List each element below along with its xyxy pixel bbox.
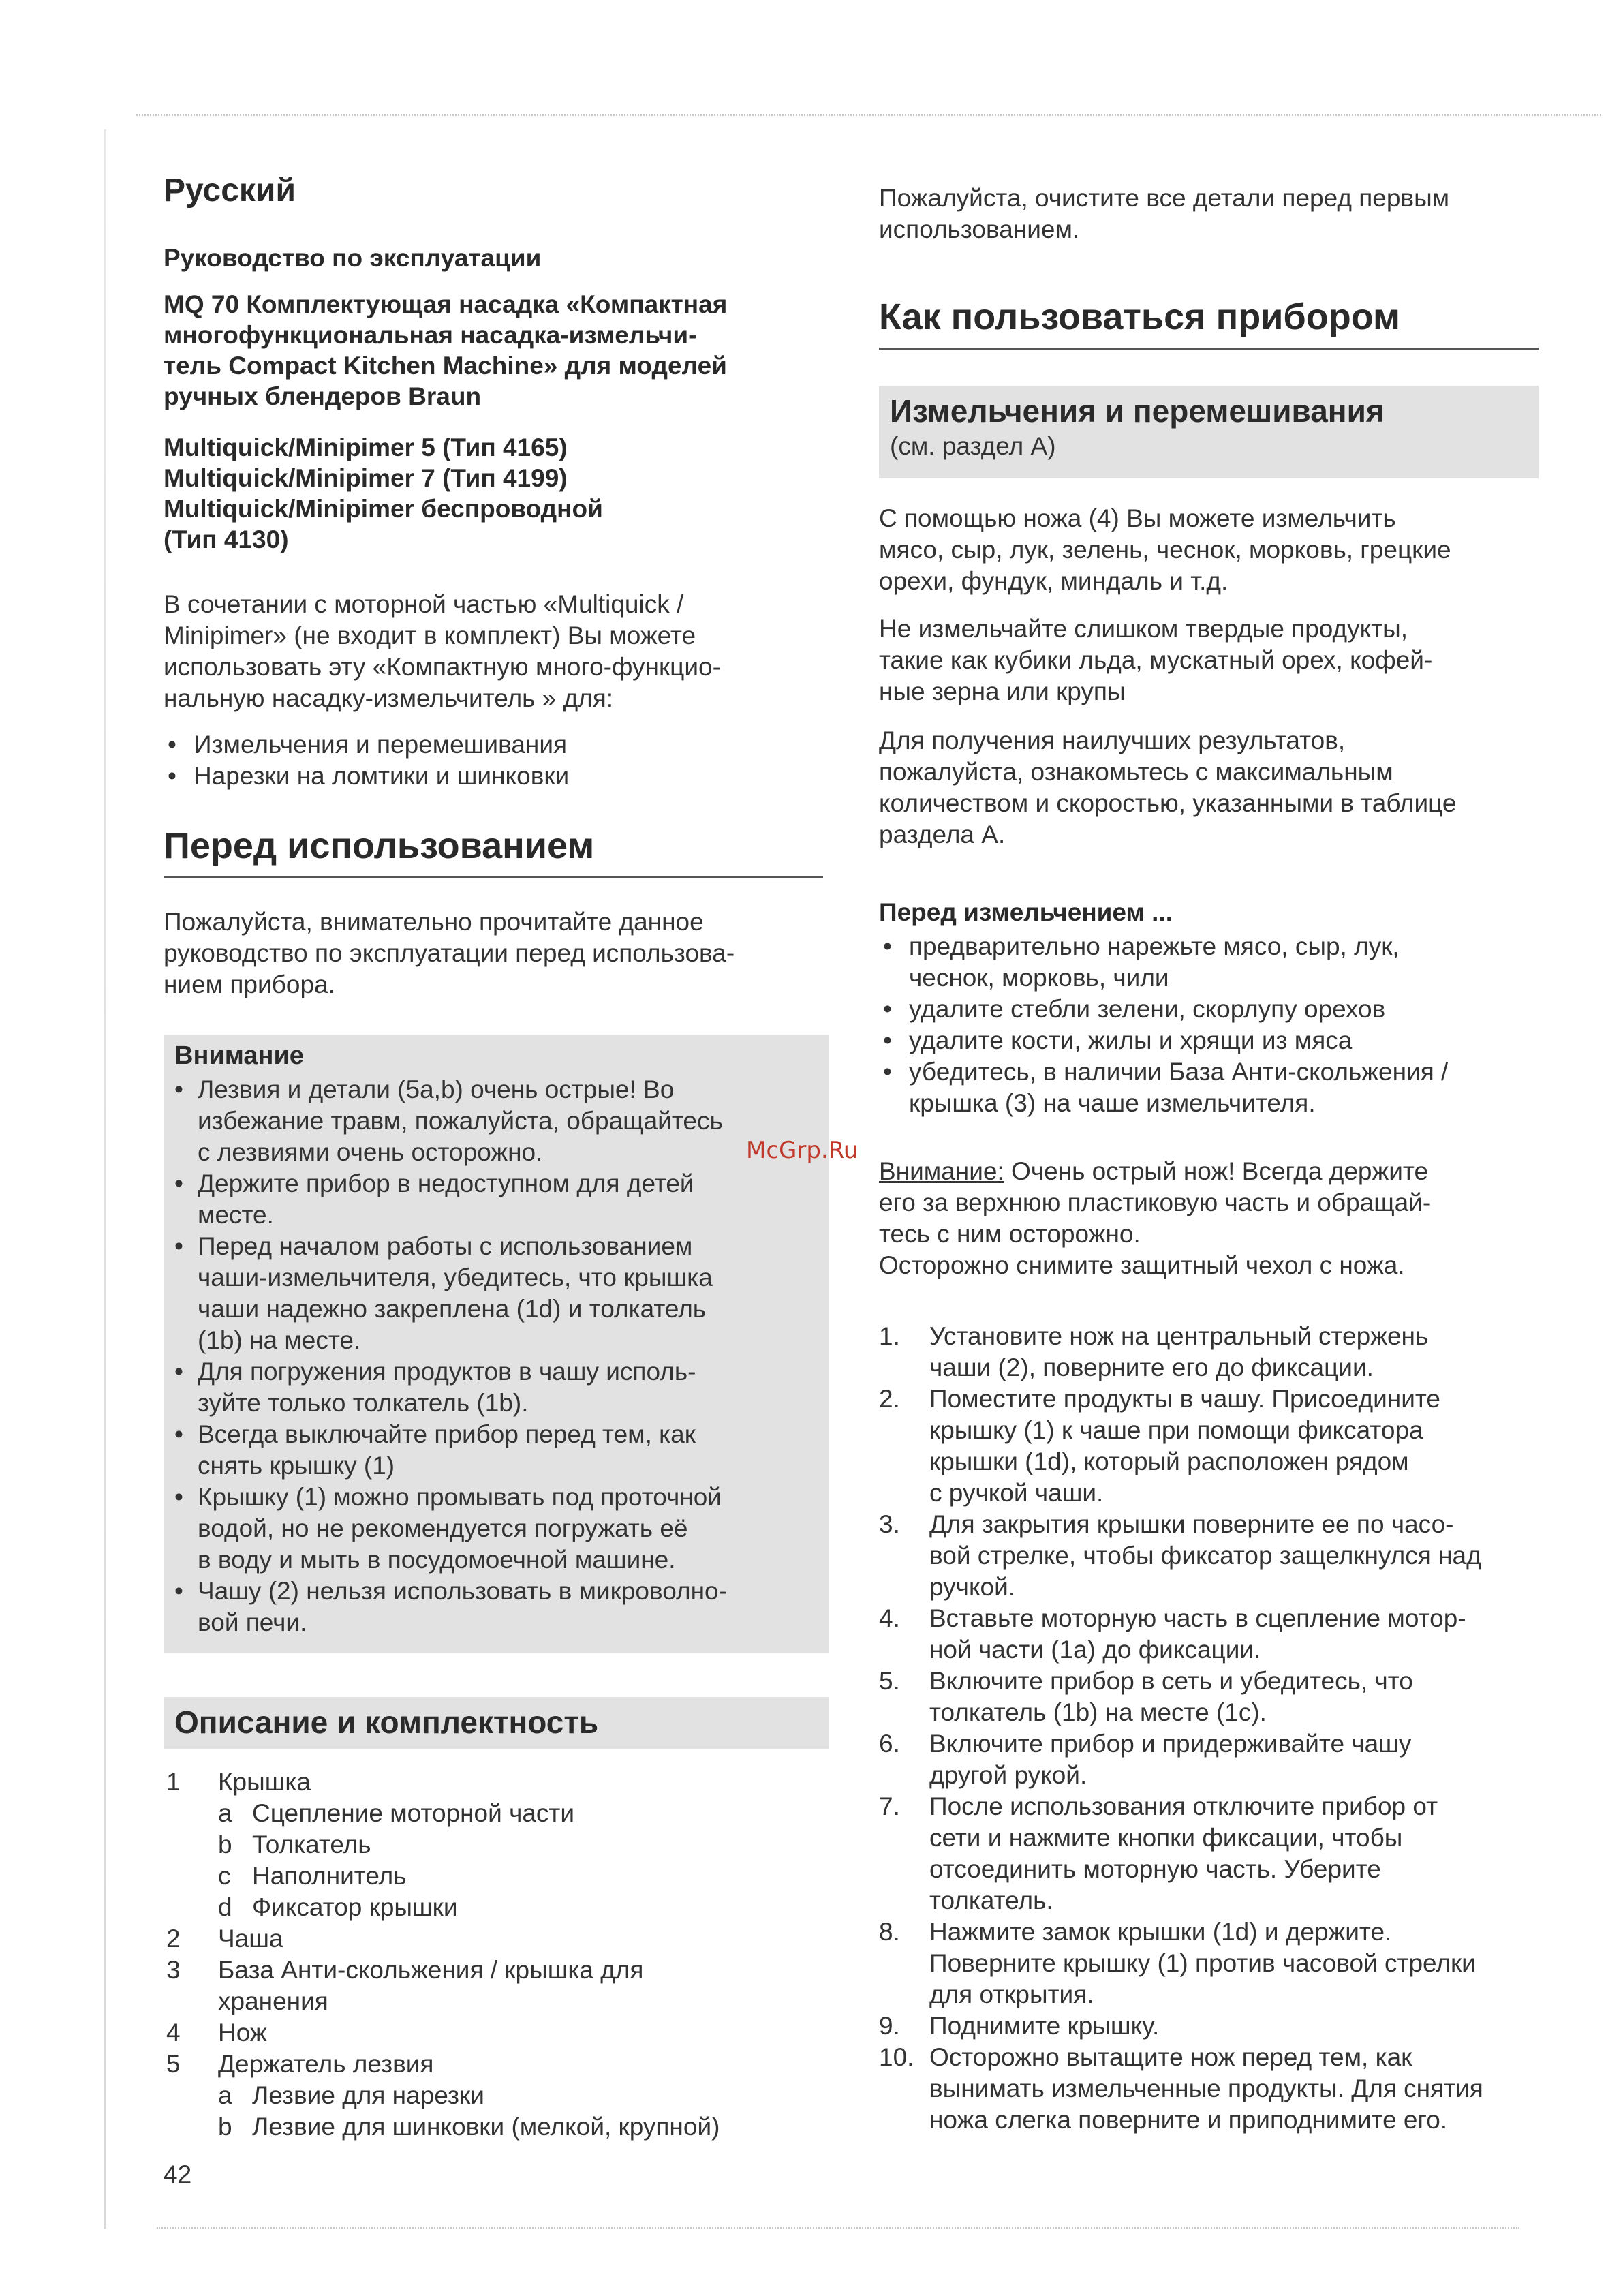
before-use-line: руководство по эксплуатации перед использова- (164, 939, 735, 967)
list-item (879, 1728, 1543, 1791)
product-title-line: многофункциональная насадка-измельчи- (164, 321, 697, 349)
warning-line: • Крышку (1) можно промывать под проточной (198, 1483, 722, 1511)
hard-products-paragraph (879, 613, 1432, 707)
warning-line: с лезвиями очень осторожно. (198, 1138, 543, 1166)
step-line: Нажмите замок крышки (1d) и держите. (929, 1918, 1392, 1946)
usage-line: орехи, фундук, миндаль и т.д. (879, 567, 1228, 595)
warning-line: избежание травм, пожалуйста, обращайтесь (198, 1107, 723, 1135)
intro-paragraph (164, 589, 721, 714)
list-item (879, 1056, 1448, 1119)
step-line: Для закрытия крышки поверните ее по часо- (929, 1510, 1454, 1538)
product-title-line: ручных блендеров Braun (164, 382, 482, 410)
watermark: McGrp.Ru (746, 1137, 859, 1164)
product-title-line: тель Compact Kitchen Machine» для моделей (164, 352, 727, 380)
usage-line: раздела А. (879, 821, 1006, 848)
usage-line: такие как кубики льда, мускатный орех, кофей- (879, 646, 1433, 674)
before-chop-line: • убедитесь, в наличии База Анти-скольжения / (909, 1058, 1449, 1086)
step-line: ножа слегка поверните и приподнимите его. (929, 2106, 1448, 2134)
list-item (166, 1892, 827, 1923)
step-line: Включите прибор в сеть и убедитесь, что (929, 1667, 1413, 1695)
part-letter: d (218, 1893, 232, 1921)
warning-title: Внимание (174, 1041, 304, 1070)
usage-line: количеством и скоростью, указанными в таблице (879, 789, 1457, 817)
warning-line: • Держите прибор в недоступном для детей (198, 1169, 694, 1197)
list-item (879, 2010, 1543, 2042)
warning-line: месте. (198, 1201, 274, 1229)
part-number: 4 (166, 2019, 181, 2047)
list-item (166, 1766, 827, 1798)
step-line: После использования отключите прибор от (929, 1792, 1438, 1820)
list-item (879, 931, 1448, 994)
model-list (164, 432, 603, 555)
usage-line: мясо, сыр, лук, зелень, чеснок, морковь, грецкие (879, 536, 1451, 564)
warning-line: • Лезвия и детали (5a,b) очень острые! Во (198, 1075, 675, 1103)
usage-line: С помощью ножа (4) Вы можете измельчить (879, 504, 1396, 532)
list-item (170, 1074, 815, 1168)
list-item (170, 1168, 815, 1231)
step-line: вынимать измельченные продукты. Для снятия (929, 2075, 1483, 2102)
attention-line: его за верхнюю пластиковую часть и обращай- (879, 1189, 1432, 1216)
before-chop-list (879, 931, 1448, 1119)
usage-line: Не измельчайте слишком твердые продукты, (879, 615, 1408, 643)
step-line: другой рукой. (929, 1761, 1087, 1789)
scan-edge-top (136, 114, 1601, 118)
product-title (164, 289, 727, 412)
step-line: Включите прибор и придерживайте чашу (929, 1730, 1412, 1758)
scan-edge-left (104, 129, 106, 2229)
model-line: Multiquick/Minipimer беспроводной (164, 495, 603, 523)
part-label: Держатель лезвия (218, 2050, 434, 2078)
warning-line: • Перед началом работы с использованием (198, 1232, 693, 1260)
step-number: 8. (879, 1918, 900, 1946)
attention-line: тесь с ним осторожно. (879, 1220, 1141, 1248)
step-line: вой стрелке, чтобы фиксатор защелкнулся над (929, 1542, 1481, 1570)
part-label: Сцепление моторной части (252, 1799, 575, 1827)
before-chop-line: • удалите стебли зелени, скорлупу орехов (909, 995, 1386, 1023)
part-letter: a (218, 1799, 232, 1827)
before-chop-line: • удалите кости, жилы и хрящи из мяса (909, 1026, 1352, 1054)
intro-line: В сочетании с моторной частью «Multiquick / (164, 590, 684, 618)
warning-line: водой, но не рекомендуется погружать её (198, 1514, 688, 1542)
page-number: 42 (164, 2160, 192, 2188)
parts-list (166, 1766, 827, 2143)
usage-line: пожалуйста, ознакомьтесь с максимальным (879, 758, 1393, 786)
uses-list (164, 729, 569, 792)
list-item: • Измельчения и перемешивания (164, 729, 569, 761)
part-label: Крышка (218, 1768, 311, 1796)
list-item (170, 1576, 815, 1638)
list-item (166, 2017, 827, 2049)
step-number: 2. (879, 1385, 900, 1413)
warning-line: • Всегда выключайте прибор перед тем, как (198, 1420, 696, 1448)
list-item (166, 2111, 827, 2143)
language-heading: Русский (164, 172, 296, 209)
results-paragraph (879, 725, 1457, 851)
list-item (170, 1231, 815, 1356)
step-line: Поднимите крышку. (929, 2012, 1160, 2040)
part-letter: b (218, 1831, 232, 1858)
step-line: с ручкой чаши. (929, 1479, 1104, 1507)
subsection-box (879, 386, 1539, 478)
warning-line: чаши-измельчителя, убедитесь, что крышка (198, 1264, 713, 1291)
step-number: 10. (879, 2043, 914, 2071)
step-line: отсоединить моторную часть. Уберите (929, 1855, 1381, 1883)
part-label: Лезвие для нарезки (252, 2081, 484, 2109)
attention-line-first (879, 1156, 1431, 1187)
step-line: крышки (1d), который расположен рядом (929, 1448, 1409, 1475)
list-item (166, 2080, 827, 2111)
part-label: Наполнитель (252, 1862, 407, 1890)
part-letter: b (218, 2113, 232, 2141)
list-item (166, 1861, 827, 1892)
part-label: Нож (218, 2019, 267, 2047)
before-chop-line: крышка (3) на чаше измельчителя. (909, 1089, 1316, 1117)
part-label: Лезвие для шинковки (мелкой, крупной) (252, 2113, 720, 2141)
step-line: ной части (1a) до фиксации. (929, 1636, 1261, 1664)
steps-list (879, 1321, 1543, 2136)
list-item (879, 1383, 1543, 1509)
part-letter: a (218, 2081, 232, 2109)
product-title-line: MQ 70 Комплектующая насадка «Компактная (164, 290, 728, 318)
clean-note (879, 183, 1449, 245)
list-item (170, 1419, 815, 1482)
model-line: Multiquick/Minipimer 5 (Тип 4165) (164, 433, 568, 461)
model-line: (Тип 4130) (164, 525, 289, 553)
before-chop-line: чеснок, морковь, чили (909, 964, 1169, 992)
list-item (879, 2042, 1543, 2136)
step-line: Установите нож на центральный стержень (929, 1322, 1429, 1350)
step-number: 4. (879, 1604, 900, 1632)
clean-note-line: использованием. (879, 215, 1080, 243)
section-title-before-use: Перед использованием (164, 825, 823, 878)
before-chop-line: • предварительно нарежьте мясо, сыр, лук, (909, 932, 1400, 960)
list-item (166, 1986, 827, 2017)
intro-line: Minipimer» (не входит в комплект) Вы можете (164, 622, 696, 649)
step-number: 5. (879, 1667, 900, 1695)
step-line: Поверните крышку (1) против часовой стрелки (929, 1949, 1476, 1977)
step-line: чаши (2), поверните его до фиксации. (929, 1353, 1374, 1381)
warning-line: снять крышку (1) (198, 1452, 395, 1480)
step-line: Вставьте моторную часть в сцепление мотор- (929, 1604, 1466, 1632)
list-item (170, 1482, 815, 1576)
list-item (879, 1603, 1543, 1666)
intro-line: использовать эту «Компактную много-функцио- (164, 653, 721, 681)
scan-edge-bottom (157, 2227, 1519, 2231)
warning-line: в воду и мыть в посудомоечной машине. (198, 1546, 676, 1574)
before-use-line: нием прибора. (164, 970, 335, 998)
list-item (166, 1923, 827, 1955)
part-label: Чаша (218, 1925, 283, 1953)
part-letter: c (218, 1862, 231, 1890)
part-label: Толкатель (252, 1831, 371, 1858)
step-line: ручкой. (929, 1573, 1016, 1601)
list-item (879, 1666, 1543, 1728)
part-label: База Анти-скольжения / крышка для (218, 1956, 644, 1984)
intro-line: нальную насадку-измельчитель » для: (164, 684, 614, 712)
clean-note-line: Пожалуйста, очистите все детали перед первым (879, 184, 1450, 212)
subsection-title: Измельчения и перемешивания (890, 393, 1385, 429)
step-line: толкатель (1b) на месте (1c). (929, 1698, 1267, 1726)
warning-box (164, 1035, 829, 1653)
list-item (166, 2049, 827, 2080)
warning-list (170, 1074, 815, 1638)
step-line: толкатель. (929, 1886, 1053, 1914)
attention-text: Очень острый нож! Всегда держите (1004, 1157, 1429, 1185)
list-item (166, 1955, 827, 1986)
step-line: Поместите продукты в чашу. Присоедините (929, 1385, 1440, 1413)
attention-label: Внимание: (879, 1157, 1004, 1185)
list-item (879, 1509, 1543, 1603)
attention-paragraph (879, 1156, 1431, 1281)
section-title-how-to-use: Как пользоваться прибором (879, 296, 1539, 350)
list-item (879, 1321, 1543, 1383)
list-item (879, 994, 1448, 1025)
part-label: хранения (218, 1987, 328, 2015)
warning-line: чаши надежно закреплена (1d) и толкатель (198, 1295, 707, 1323)
usage-line: Для получения наилучших результатов, (879, 726, 1346, 754)
part-number: 5 (166, 2050, 181, 2078)
step-line: сети и нажмите кнопки фиксации, чтобы (929, 1824, 1403, 1852)
before-chop-title: Перед измельчением ... (879, 898, 1173, 926)
step-number: 7. (879, 1792, 900, 1820)
step-number: 9. (879, 2012, 900, 2040)
model-line: Multiquick/Minipimer 7 (Тип 4199) (164, 464, 568, 492)
step-number: 1. (879, 1322, 900, 1350)
warning-line: • Чашу (2) нельзя использовать в микроволно- (198, 1577, 727, 1605)
usage-paragraph (879, 503, 1451, 597)
warning-line: зуйте только толкатель (1b). (198, 1389, 529, 1417)
section-title-description: Описание и комплектность (174, 1704, 599, 1740)
list-item (166, 1798, 827, 1829)
subsection-note: (см. раздел А) (890, 432, 1056, 460)
list-item (170, 1356, 815, 1419)
description-title-box (164, 1697, 829, 1749)
warning-line: вой печи. (198, 1608, 307, 1636)
list-item: • Нарезки на ломтики и шинковки (164, 761, 569, 792)
warning-line: • Для погружения продуктов в чашу исполь- (198, 1358, 696, 1386)
part-number: 2 (166, 1925, 181, 1953)
part-label: Фиксатор крышки (252, 1893, 458, 1921)
before-use-line: Пожалуйста, внимательно прочитайте данное (164, 908, 704, 936)
attention-line: Осторожно снимите защитный чехол с ножа. (879, 1251, 1405, 1279)
manual-title: Руководство по эксплуатации (164, 244, 542, 272)
step-line: крышку (1) к чаше при помощи фиксатора (929, 1416, 1423, 1444)
warning-line: (1b) на месте. (198, 1326, 361, 1354)
usage-line: ные зерна или крупы (879, 677, 1126, 705)
part-number: 1 (166, 1768, 181, 1796)
list-item (879, 1916, 1543, 2010)
list-item (879, 1025, 1448, 1056)
list-item (879, 1791, 1543, 1916)
step-number: 3. (879, 1510, 900, 1538)
part-number: 3 (166, 1956, 181, 1984)
step-line: для открытия. (929, 1980, 1094, 2008)
list-item (166, 1829, 827, 1861)
step-number: 6. (879, 1730, 900, 1758)
step-line: Осторожно вытащите нож перед тем, как (929, 2043, 1412, 2071)
before-use-paragraph (164, 906, 735, 1000)
